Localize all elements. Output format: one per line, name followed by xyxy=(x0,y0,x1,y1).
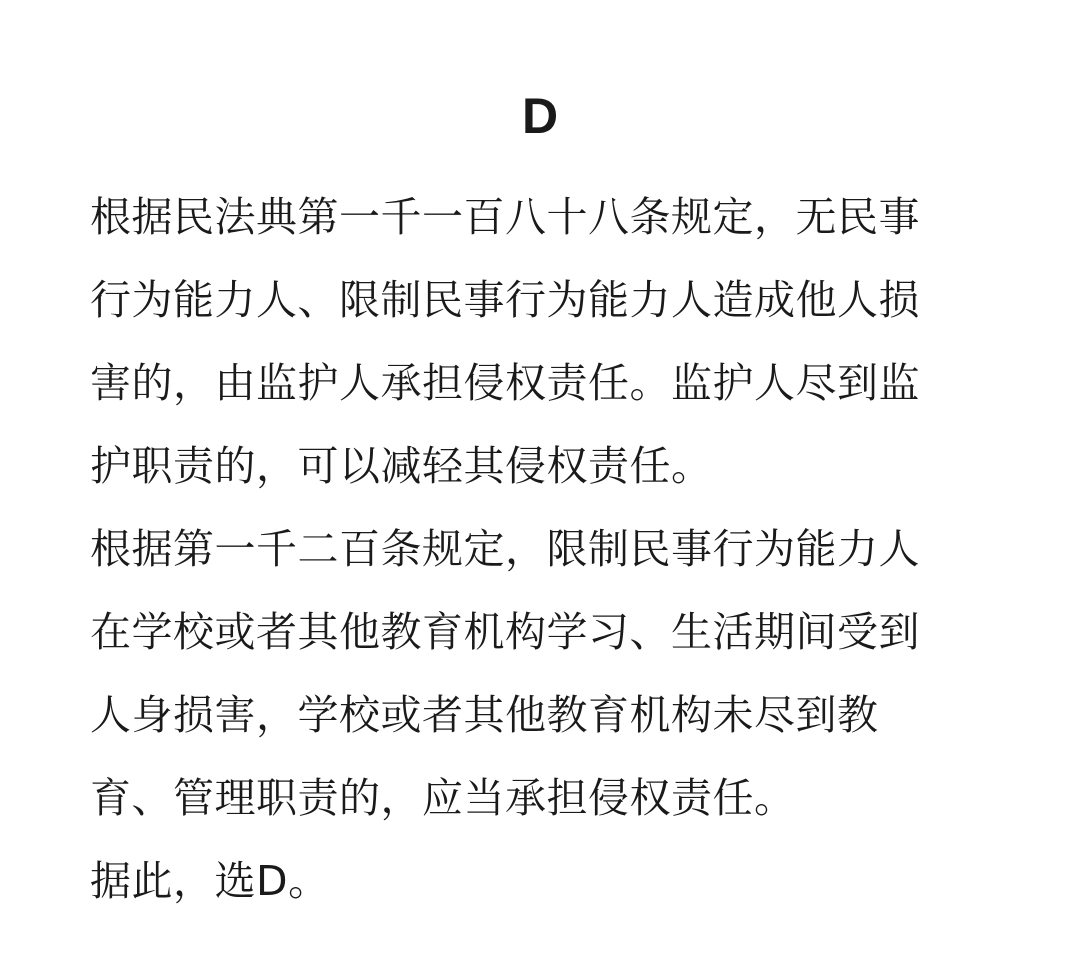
explanation-line: 据此，选D。 xyxy=(90,857,330,905)
explanation-line: 根据第一千二百条规定，限制民事行为能力人 xyxy=(90,525,920,573)
explanation-line: 根据民法典第一千一百八十八条规定，无民事 xyxy=(90,193,920,241)
explanation-line: 在学校或者其他教育机构学习、生活期间受到 xyxy=(90,608,920,656)
explanation-line: 害的，由监护人承担侵权责任。监护人尽到监 xyxy=(90,359,920,407)
explanation-line: 育、管理职责的，应当承担侵权责任。 xyxy=(90,774,796,822)
explanation-line: 行为能力人、限制民事行为能力人造成他人损 xyxy=(90,276,920,324)
answer-heading: D xyxy=(521,88,559,144)
explanation-line: 护职责的，可以减轻其侵权责任。 xyxy=(90,442,713,490)
explanation-line: 人身损害，学校或者其他教育机构未尽到教 xyxy=(90,691,879,739)
explanation-text xyxy=(90,176,1000,923)
